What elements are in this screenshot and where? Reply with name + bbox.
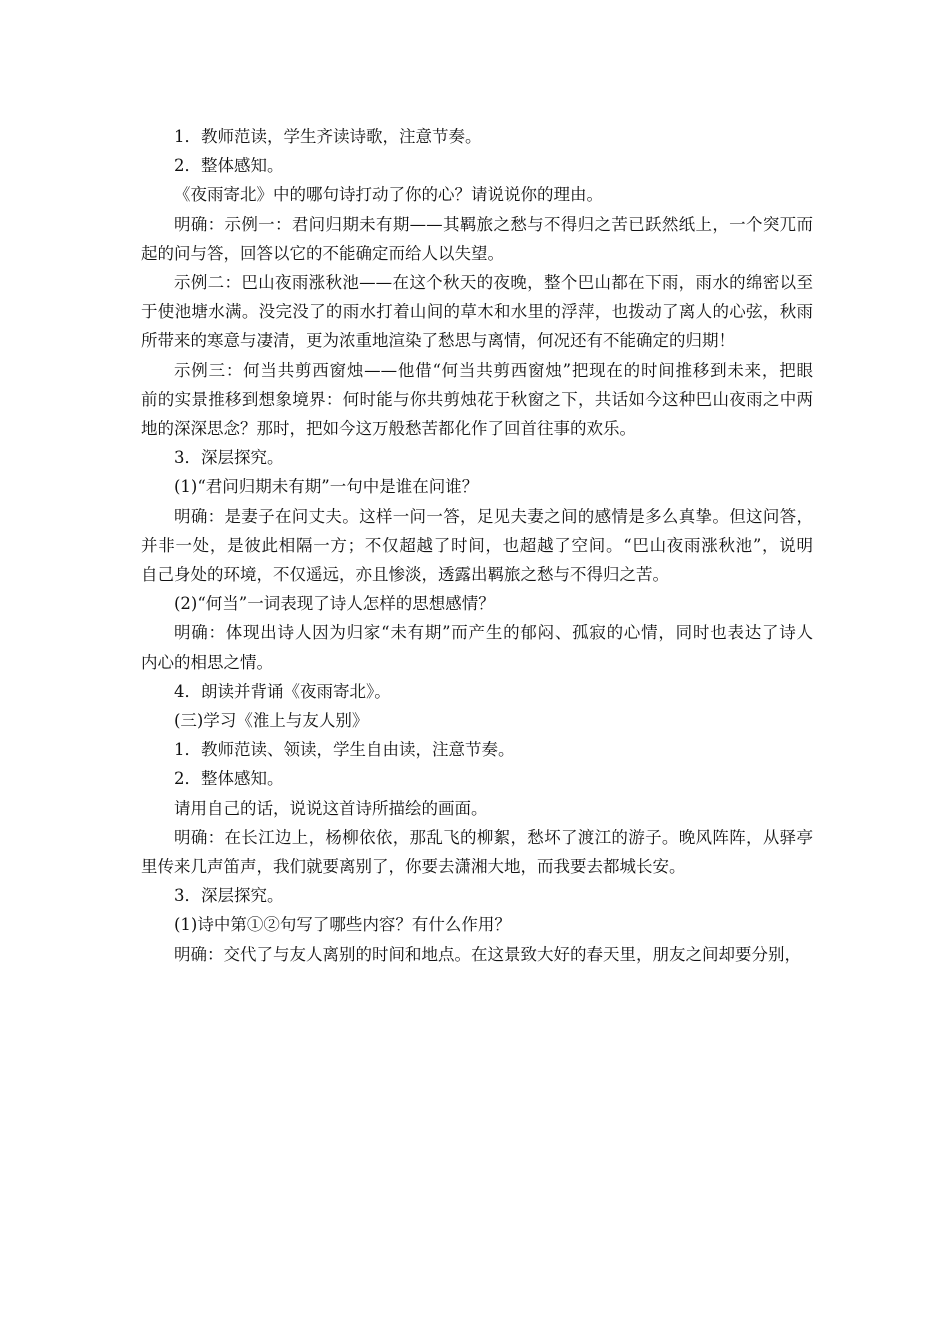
- paragraph-1-line-0: 2．整体感知。: [174, 156, 284, 176]
- paragraph-3-line-0: 明确：示例一：君问归期未有期——其羁旅之愁与不得归之苦已跃然纸上，一个突兀而: [174, 214, 813, 234]
- paragraph-12-line-0: (三)学习《淮上与友人别》: [174, 711, 369, 731]
- paragraph-7-line-0: (1)“君问归期未有期”一句中是谁在问谁？: [174, 477, 479, 497]
- paragraph-14-line-0: 2．整体感知。: [174, 769, 284, 789]
- paragraph-19-line-0: 明确：交代了与友人离别的时间和地点。在这景致大好的春天里，朋友之间却要分别，: [174, 944, 801, 964]
- paragraph-16-line-0: 明确：在长江边上，杨柳依依，那乱飞的柳絮，愁坏了渡江的游子。晚风阵阵，从驿亭: [174, 827, 813, 847]
- paragraph-6-line-0: 3．深层探究。: [174, 448, 284, 468]
- paragraph-5-line-2: 地的深深思念？那时，把如今这万般愁苦都化作了回首往事的欢乐。: [141, 419, 636, 439]
- paragraph-10-line-1: 内心的相思之情。: [141, 652, 273, 672]
- paragraph-10-line-0: 明确：体现出诗人因为归家“未有期”而产生的郁闷、孤寂的心情，同时也表达了诗人: [174, 623, 813, 643]
- paragraph-8-line-2: 自己身处的环境，不仅遥远，亦且惨淡，透露出羁旅之愁与不得归之苦。: [141, 565, 669, 585]
- paragraph-8-line-0: 明确：是妻子在问丈夫。这样一问一答，足见夫妻之间的感情是多么真挚。但这问答，: [174, 506, 813, 526]
- paragraph-4-line-2: 所带来的寒意与凄清，更为浓重地渲染了愁思与离情，何况还有不能确定的归期！: [141, 331, 735, 351]
- document-body: [141, 122, 813, 969]
- paragraph-9-line-0: (2)“何当”一词表现了诗人怎样的思想感情？: [174, 594, 495, 614]
- paragraph-5-line-1: 前的实景推移到想象境界：何时能与你共剪烛花于秋窗之下，共话如今这种巴山夜雨之中两: [141, 389, 813, 409]
- paragraph-13-line-0: 1．教师范读、领读，学生自由读，注意节奏。: [174, 740, 515, 760]
- paragraph-2-line-0: 《夜雨寄北》中的哪句诗打动了你的心？请说说你的理由。: [174, 185, 603, 205]
- paragraph-18-line-0: (1)诗中第①②句写了哪些内容？有什么作用？: [174, 915, 511, 935]
- paragraph-3-line-1: 起的问与答，回答以它的不能确定而给人以失望。: [141, 243, 504, 263]
- paragraph-17-line-0: 3．深层探究。: [174, 886, 284, 906]
- paragraph-8-line-1: 并非一处，是彼此相隔一方；不仅超越了时间，也超越了空间。“巴山夜雨涨秋池”，说明: [141, 535, 813, 555]
- paragraph-16-line-1: 里传来几声笛声，我们就要离别了，你要去潇湘大地，而我要去都城长安。: [141, 857, 686, 877]
- paragraph-0-line-0: 1．教师范读，学生齐读诗歌，注意节奏。: [174, 127, 482, 146]
- paragraph-15-line-0: 请用自己的话，说说这首诗所描绘的画面。: [174, 798, 488, 818]
- paragraph-5-line-0: 示例三：何当共剪西窗烛——他借“何当共剪西窗烛”把现在的时间推移到未来，把眼: [174, 360, 813, 380]
- paragraph-11-line-0: 4．朗读并背诵《夜雨寄北》。: [174, 681, 391, 701]
- paragraph-4-line-1: 于使池塘水满。没完没了的雨水打着山间的草木和水里的浮萍，也拨动了离人的心弦，秋雨: [141, 302, 813, 322]
- paragraph-4-line-0: 示例二：巴山夜雨涨秋池——在这个秋天的夜晚，整个巴山都在下雨，雨水的绵密以至: [174, 273, 813, 293]
